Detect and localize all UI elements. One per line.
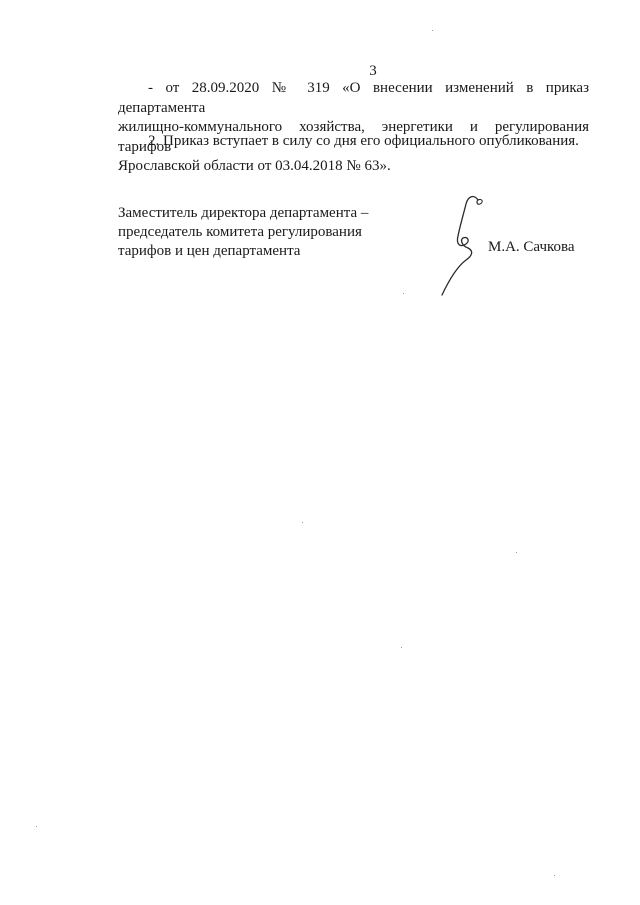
scan-speck	[516, 552, 517, 553]
page-number: 3	[369, 63, 377, 79]
scan-speck	[401, 647, 402, 648]
signatory-name: М.А. Сачкова	[488, 239, 575, 255]
signatory-title-line-2: председатель комитета регулирования	[118, 224, 362, 240]
scan-speck	[36, 826, 37, 827]
amendment-paragraph	[118, 79, 589, 177]
amendment-line-3: Ярославской области от 03.04.2018 № 63».	[118, 158, 391, 174]
amendment-line-2: жилищно-коммунального хозяйства, энергетики и регулирования тарифов	[118, 119, 589, 155]
signatory-title-line-1: Заместитель директора департамента –	[118, 205, 369, 221]
amendment-line-1: - от 28.09.2020 № 319 «О внесении изменений в приказ департамента	[118, 80, 589, 116]
scan-speck	[302, 522, 303, 523]
signatory-title	[118, 204, 418, 261]
scan-speck	[554, 875, 555, 876]
scan-speck	[403, 293, 404, 294]
effective-date-paragraph: 2. Приказ вступает в силу со дня его официального опубликования.	[148, 133, 579, 149]
scan-speck	[432, 30, 433, 31]
signatory-title-line-3: тарифов и цен департамента	[118, 243, 301, 259]
